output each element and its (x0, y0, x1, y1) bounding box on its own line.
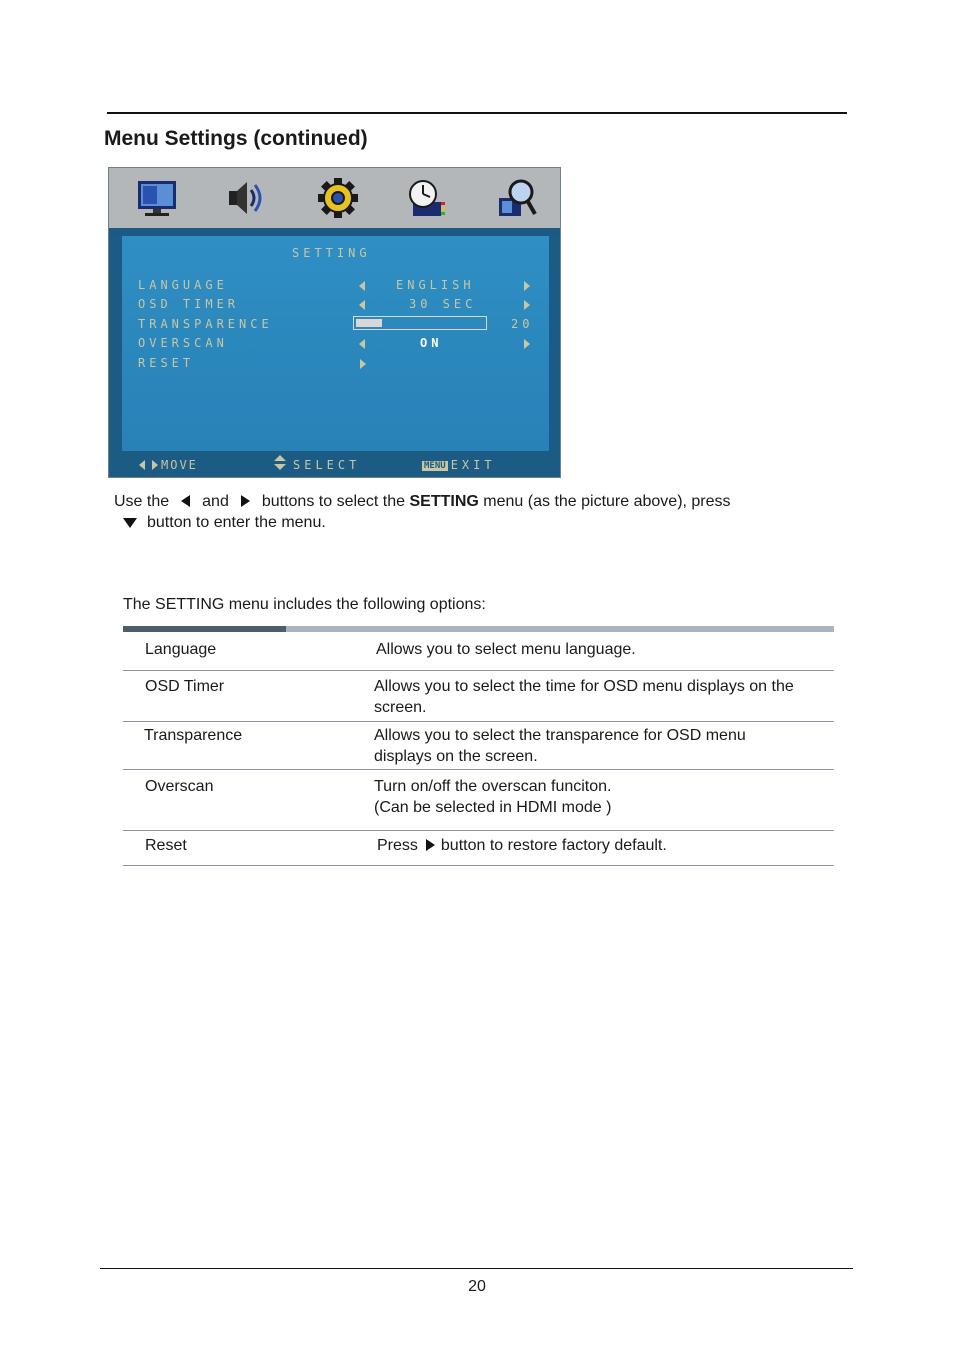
instr-text: button to enter the menu. (147, 514, 326, 531)
speaker-icon (223, 176, 267, 220)
instructions (114, 491, 834, 533)
monitor-icon (135, 176, 179, 220)
osd-label-transparence: TRANSPARENCE (138, 317, 273, 331)
osd-separator (109, 228, 560, 236)
option-desc-text: Press (377, 837, 418, 854)
right-arrow-icon (241, 495, 250, 507)
row-divider (123, 670, 834, 671)
osd-value-language: ENGLISH (396, 278, 475, 292)
option-desc-osd-timer (374, 676, 839, 718)
osd-left-arrow-icon (359, 339, 365, 349)
osd-icon-bar (109, 168, 560, 228)
osd-right-arrow-icon (524, 281, 530, 291)
osd-screenshot (108, 167, 561, 478)
osd-footer-select: SELECT (293, 458, 361, 472)
option-name-language: Language (145, 641, 217, 658)
osd-footer-exit-group (422, 458, 496, 472)
osd-label-osd-timer: OSD TIMER (138, 297, 240, 311)
down-arrow-icon (123, 518, 137, 528)
instructions-line-2 (114, 512, 834, 533)
option-name-reset: Reset (145, 837, 187, 854)
option-desc-line: Allows you to select the time for OSD menu displays on the (374, 678, 794, 695)
instr-text: buttons to select the (261, 493, 406, 510)
osd-footer-up-arrow-icon (274, 455, 286, 461)
instr-text: Use the (114, 493, 170, 510)
osd-label-reset: RESET (138, 356, 195, 370)
section-title: Menu Settings (continued) (104, 127, 368, 150)
osd-footer-left-arrow-icon (139, 460, 145, 470)
row-divider (123, 769, 834, 770)
osd-menu-panel (122, 236, 549, 451)
row-divider (123, 721, 834, 722)
option-desc-line: (Can be selected in HDMI mode ) (374, 799, 612, 816)
option-name-osd-timer: OSD Timer (145, 678, 225, 695)
gear-icon (316, 176, 360, 220)
clock-icon (405, 176, 449, 220)
osd-left-arrow-icon (359, 281, 365, 291)
left-arrow-icon (181, 495, 190, 507)
option-desc-line: Allows you to select the transparence for OSD menu (374, 727, 746, 744)
option-desc-line: displays on the screen. (374, 748, 538, 765)
osd-transparence-bar-fill (356, 319, 382, 327)
osd-title: SETTING (292, 246, 371, 260)
options-intro: The SETTING menu includes the following options: (123, 596, 486, 613)
osd-right-arrow-icon (524, 300, 530, 310)
option-name-transparence: Transparence (144, 727, 243, 744)
osd-label-language: LANGUAGE (138, 278, 228, 292)
osd-right-arrow-icon (360, 359, 366, 369)
osd-transparence-bar (353, 316, 487, 330)
osd-value-overscan: ON (420, 336, 443, 350)
osd-footer-right-arrow-icon (152, 460, 158, 470)
osd-label-overscan: OVERSCAN (138, 336, 228, 350)
osd-value-osd-timer: 30 SEC (409, 297, 477, 311)
menu-key-icon: MENU (424, 460, 446, 471)
right-arrow-icon (426, 839, 435, 851)
table-header-bar (123, 626, 286, 632)
page-number: 20 (468, 1278, 486, 1295)
magnifier-icon (495, 176, 539, 220)
table-header-bar (286, 626, 834, 632)
option-name-overscan: Overscan (145, 778, 214, 795)
option-desc-line: Turn on/off the overscan funciton. (374, 778, 612, 795)
instr-text: and (202, 493, 229, 510)
osd-footer-down-arrow-icon (274, 464, 286, 470)
osd-left-arrow-icon (359, 300, 365, 310)
instructions-line-1 (114, 491, 834, 512)
osd-footer-exit: EXIT (450, 458, 496, 472)
instr-bold-setting: SETTING (409, 493, 479, 510)
osd-footer (109, 451, 560, 478)
instr-text: menu (as the picture above), press (483, 493, 731, 510)
osd-right-arrow-icon (524, 339, 530, 349)
option-desc-line: screen. (374, 699, 427, 716)
bottom-rule (100, 1268, 853, 1269)
option-desc-text: button to restore factory default. (440, 837, 667, 854)
option-desc-language: Allows you to select menu language. (376, 641, 636, 658)
option-desc-transparence (374, 725, 839, 767)
osd-footer-move: MOVE (161, 458, 198, 472)
row-divider (123, 830, 834, 831)
top-rule (107, 112, 847, 114)
option-desc-reset (377, 835, 842, 856)
option-desc-overscan (374, 776, 839, 818)
osd-value-transparence: 20 (511, 317, 534, 331)
row-divider (123, 865, 834, 866)
